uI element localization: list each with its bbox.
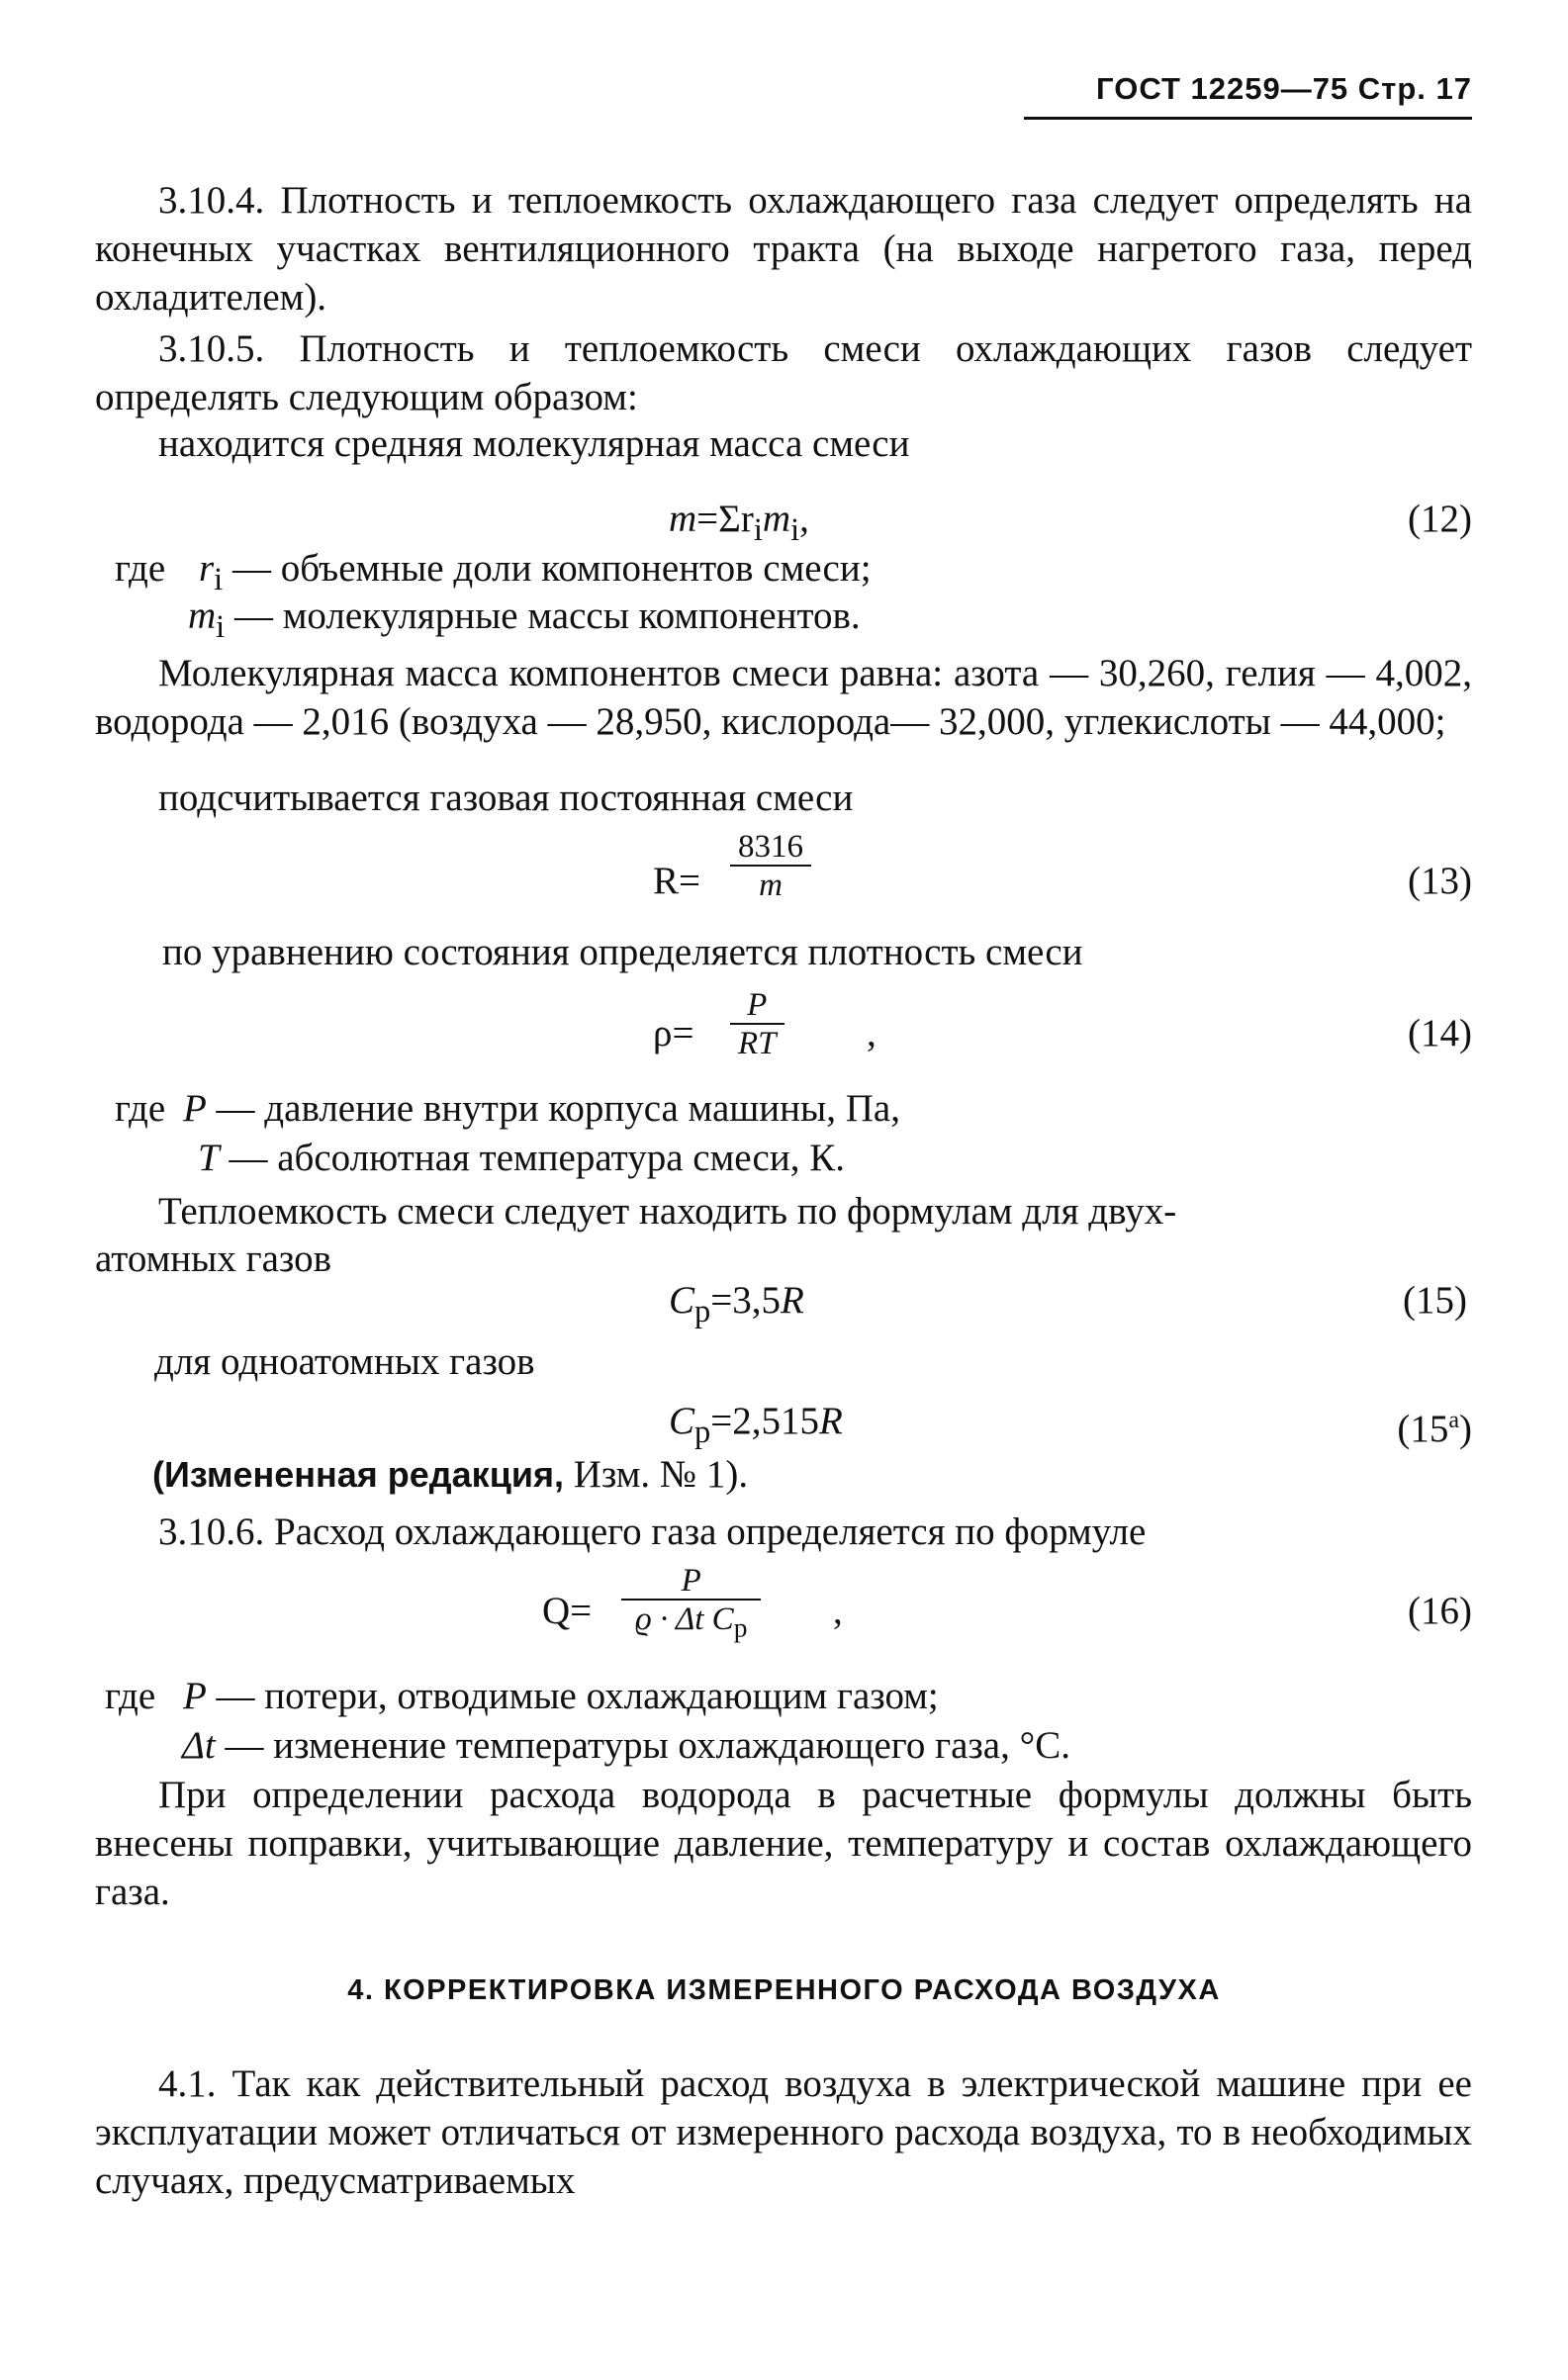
- heat-capacity-line-1: Теплоемкость смеси следует находить по формулам для двух-: [158, 1190, 1177, 1233]
- where1-sub1: i: [214, 561, 224, 597]
- formula-12-number: (12): [1408, 498, 1472, 540]
- where-block-2-line-1: [115, 1084, 900, 1133]
- f15a-rhs: =2,515: [710, 1400, 820, 1442]
- gas-constant-intro: подсчитывается газовая постоянная смеси: [158, 777, 854, 819]
- paragraph-3-10-6: 3.10.6. Расход охлаждающего газа определяется по формуле: [158, 1510, 1147, 1553]
- header-rule: [1024, 117, 1472, 120]
- where1-prefix: где: [115, 547, 166, 590]
- where-block-1-line-2: [188, 592, 861, 652]
- where-block-3-line-2: [182, 1721, 1070, 1770]
- f15a-R: R: [819, 1400, 843, 1442]
- f14-tail: ,: [867, 1012, 876, 1054]
- where2-prefix: где: [115, 1087, 166, 1130]
- where2-def2: — абсолютная температура смеси, К.: [219, 1137, 845, 1179]
- where3-sym2: Δt: [182, 1724, 216, 1767]
- paragraph-3-10-5: 3.10.5. Плотность и теплоемкость смеси охлаждающих газов следует определять следующим образом:: [95, 327, 1472, 418]
- where3-sym1: P: [182, 1675, 207, 1717]
- f15-R: R: [781, 1279, 804, 1322]
- f16-numerator: P: [681, 1563, 701, 1599]
- f16-tail: ,: [833, 1590, 843, 1632]
- density-intro: по уравнению состояния определяется плотность смеси: [162, 931, 1083, 973]
- formula-13-fraction: [730, 829, 811, 904]
- f14-denominator: RT: [738, 1026, 777, 1061]
- where1-sub2: i: [216, 608, 226, 645]
- f12-tail: ,: [799, 498, 809, 540]
- f15-rhs: =3,5: [710, 1279, 782, 1322]
- page-header: ГОСТ 12259—75 Стр. 17: [1096, 71, 1472, 106]
- formula-16-lhs: Q=: [542, 1590, 593, 1632]
- f15a-num-open: (15: [1397, 1408, 1449, 1450]
- heat-capacity-line-2: атомных газов: [95, 1237, 331, 1280]
- formula-13-lhs: R=: [653, 860, 701, 902]
- f15a-sup: а: [1448, 1408, 1459, 1433]
- f12-lhs: m: [669, 498, 697, 540]
- amendment-rest: Изм. № 1).: [563, 1453, 749, 1496]
- where-block-3-line-1: [105, 1672, 939, 1720]
- where2-def1: — давление внутри корпуса машины, Па,: [206, 1087, 900, 1130]
- where3-def2: — изменение температуры охлаждающего газа, °С.: [215, 1724, 1070, 1767]
- where1-sym1: r: [198, 547, 215, 590]
- where1-def1: — объемные доли компонентов смеси;: [223, 547, 872, 590]
- f15a-sub: p: [694, 1414, 711, 1450]
- f16-denominator: [621, 1601, 761, 1647]
- formula-15a: [669, 1397, 843, 1457]
- f15-lhs: C: [669, 1279, 695, 1322]
- formula-16-number: (16): [1408, 1590, 1472, 1632]
- f13-denominator: m: [759, 868, 783, 903]
- formula-15: [669, 1276, 804, 1336]
- f12-sub2: i: [790, 511, 800, 548]
- section-4-title: 4. КОРРЕКТИРОВКА ИЗМЕРЕННОГО РАСХОДА ВОЗДУХА: [347, 1974, 1221, 2006]
- f16-den-sub: p: [733, 1611, 748, 1643]
- f12-sum: =Σr: [696, 498, 754, 540]
- amendment-bold: (Измененная редакция,: [152, 1454, 564, 1495]
- formula-14-lhs: ρ=: [653, 1012, 694, 1054]
- paragraph-3-10-4: 3.10.4. Плотность и теплоемкость охлаждающего газа следует определять на конечных участках вентиляционного тракта (на выходе нагретого газа, перед охладителем).: [95, 179, 1472, 319]
- formula-14-number: (14): [1408, 1012, 1472, 1054]
- f12-sub1: i: [753, 511, 763, 548]
- formula-13-number: (13): [1408, 860, 1472, 902]
- formula-16-fraction: [621, 1563, 761, 1647]
- paragraph-4-1: 4.1. Так как действительный расход воздуха в электрической машине при ее эксплуатации может отличаться от измеренного расхода воздуха, то в необходимых случаях, предусматриваемых: [95, 2062, 1472, 2202]
- f13-numerator: 8316: [738, 829, 803, 865]
- molar-values-paragraph: Молекулярная масса компонентов смеси равна: азота — 30,260, гелия — 4,002, водорода — 2,016 (воздуха — 28,950, кислорода— 32,000, углекислоты — 44,000;: [95, 652, 1472, 743]
- where1-def2: — молекулярные массы компонентов.: [225, 595, 861, 637]
- hydrogen-paragraph: При определении расхода водорода в расчетные формулы должны быть внесены поправки, учитывающие давление, температуру и состав охлаждающего газа.: [95, 1774, 1472, 1913]
- amendment-note: [152, 1450, 748, 1499]
- where2-sym1: P: [182, 1087, 207, 1130]
- f16-den-text: ϱ · Δt C: [635, 1602, 734, 1637]
- monatomic-gases-intro: для одноатомных газов: [154, 1340, 535, 1383]
- f15a-num-close: ): [1459, 1408, 1472, 1450]
- where-block-2-line-2: [198, 1134, 845, 1182]
- where3-def1: — потери, отводимые охлаждающим газом;: [206, 1675, 939, 1717]
- formula-14-fraction: [730, 987, 784, 1062]
- where2-sym2: T: [198, 1137, 220, 1179]
- f14-numerator: P: [747, 987, 768, 1023]
- formula-15a-number: [1397, 1397, 1472, 1453]
- formula-15-number: (15): [1403, 1279, 1467, 1322]
- where1-sym2: m: [188, 595, 217, 637]
- where3-prefix: где: [105, 1675, 156, 1717]
- f15a-lhs: C: [669, 1400, 695, 1442]
- f15-sub: p: [694, 1293, 711, 1329]
- f12-m: m: [762, 498, 791, 540]
- molar-mass-intro: находится средняя молекулярная масса смеси: [158, 422, 910, 465]
